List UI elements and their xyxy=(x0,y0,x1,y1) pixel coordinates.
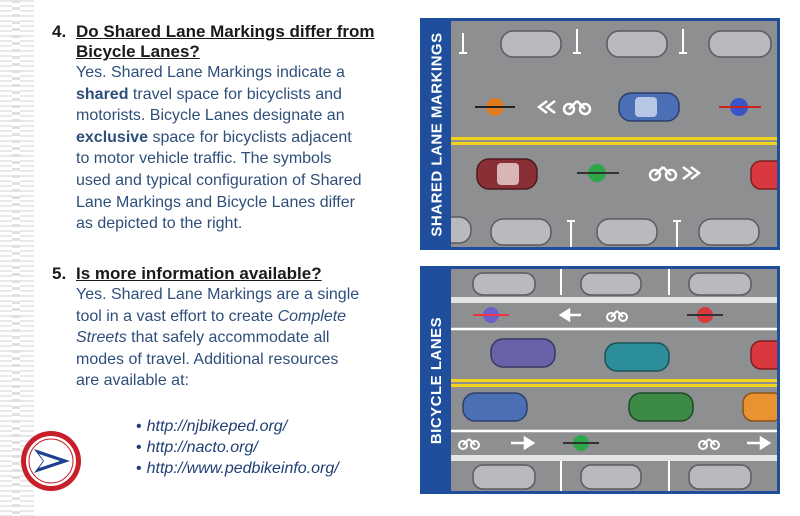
shared-lane-road-illustration xyxy=(451,21,777,247)
shared-lane-markings-label: SHARED LANE MARKINGS xyxy=(423,21,451,247)
faq-4-line: Lane Markings and Bicycle Lanes differ xyxy=(76,193,355,211)
faq-4-line: motorists. Bicycle Lanes designate an xyxy=(76,107,345,125)
faq-5-line: Yes. Shared Lane Markings are a single xyxy=(76,286,360,303)
resource-links xyxy=(136,416,339,479)
faq-4-line: used and typical configuration of Shared xyxy=(76,171,362,189)
faq-item-4 xyxy=(52,22,402,235)
faq-4-title-line2: Bicycle Lanes? xyxy=(76,42,200,61)
faq-4-line: travel space for bicyclists and xyxy=(128,85,342,103)
faq-4-line: Yes. Shared Lane Markings indicate a xyxy=(76,64,345,81)
faq-4-number: 4. xyxy=(52,22,67,41)
faq-4-bold-shared: shared xyxy=(76,85,129,103)
faq-5-line: are available at: xyxy=(76,372,189,390)
faq-4-line: space for bicyclists adjacent xyxy=(148,128,352,146)
resource-link-item[interactable]: • http://njbikeped.org/ xyxy=(136,418,288,435)
resource-link-item[interactable]: • http://nacto.org/ xyxy=(136,439,258,456)
faq-5-heading xyxy=(52,264,402,284)
resource-link-item[interactable]: • http://www.pedbikeinfo.org/ xyxy=(136,460,339,477)
faq-5-line: modes of travel. Additional resources xyxy=(76,350,339,368)
faq-5-italic-streets: Streets xyxy=(76,329,127,347)
faq-4-heading xyxy=(52,22,402,62)
faq-4-bold-exclusive: exclusive xyxy=(76,128,149,146)
resource-link[interactable]: http://www.pedbikeinfo.org/ xyxy=(146,460,339,477)
faq-5-number: 5. xyxy=(52,264,67,283)
shared-lane-markings-panel xyxy=(420,18,780,250)
faq-5-line: that safely accommodate all xyxy=(126,329,330,347)
faq-4-title-line1: Do Shared Lane Markings differ from xyxy=(76,22,375,41)
dot-seal-logo xyxy=(20,430,82,492)
faq-5-answer xyxy=(76,284,402,392)
resource-link[interactable]: http://njbikeped.org/ xyxy=(146,418,288,435)
faq-item-5 xyxy=(52,264,402,392)
bicycle-lanes-panel xyxy=(420,266,780,494)
bicycle-lanes-label: BICYCLE LANES xyxy=(423,269,451,491)
faq-5-title: Is more information available? xyxy=(76,264,322,283)
faq-5-italic-complete: Complete xyxy=(277,307,347,325)
bicycle-lanes-road-illustration xyxy=(451,269,777,491)
faq-4-line: to motor vehicle traffic. The symbols xyxy=(76,150,332,168)
faq-5-line: tool in a vast effort to create xyxy=(76,307,278,325)
resource-link[interactable]: http://nacto.org/ xyxy=(146,439,258,456)
faq-4-answer xyxy=(76,62,402,235)
faq-4-line: as depicted to the right. xyxy=(76,215,243,233)
